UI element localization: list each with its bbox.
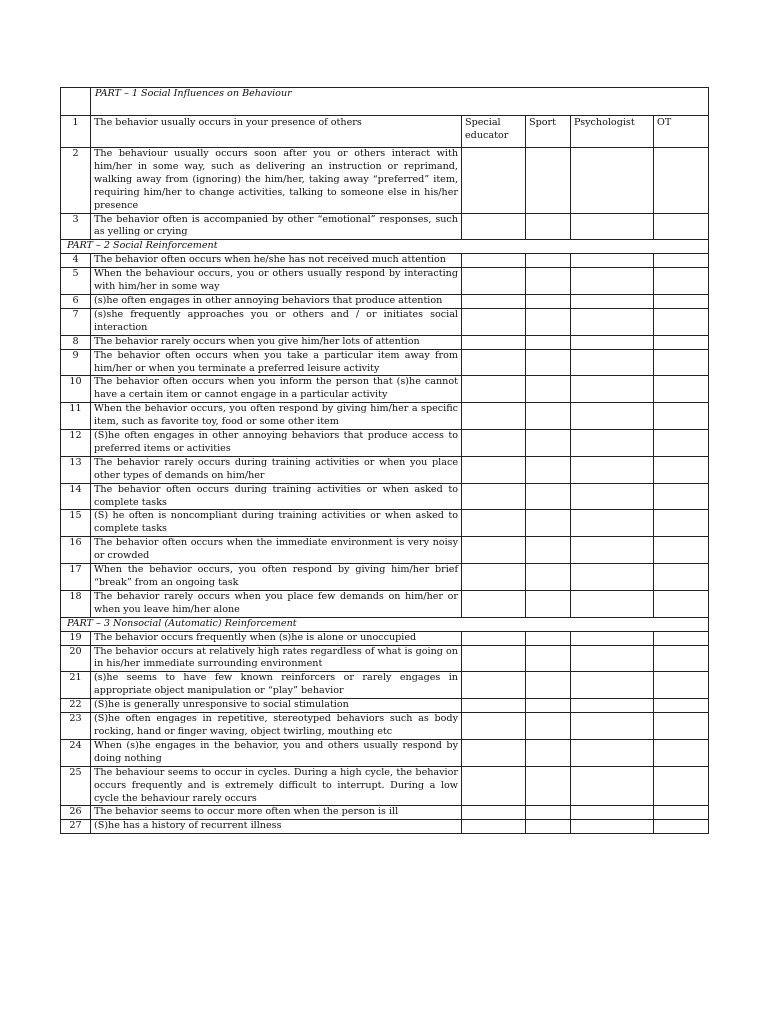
- question-text: (S)he often engages in other annoying behaviors that produce access to preferred items or activities: [91, 430, 462, 457]
- question-row: [61, 590, 709, 617]
- response-cell[interactable]: [571, 631, 654, 645]
- response-cell[interactable]: [571, 806, 654, 820]
- question-number: 9: [61, 349, 91, 376]
- response-cell[interactable]: [654, 335, 709, 349]
- question-row: [61, 148, 709, 214]
- response-cell[interactable]: [571, 403, 654, 430]
- question-number: 1: [61, 116, 91, 148]
- question-text: The behavior rarely occurs when you give him/her lots of attention: [91, 335, 462, 349]
- question-number: 13: [61, 456, 91, 483]
- response-cell[interactable]: [462, 483, 526, 510]
- response-cell[interactable]: [526, 510, 571, 537]
- question-text: When (s)he engages in the behavior, you and others usually respond by doing nothing: [91, 739, 462, 766]
- response-cell[interactable]: [571, 213, 654, 240]
- question-text: The behavior occurs at relatively high rates regardless of what is going on in his/her immediate surrounding environment: [91, 645, 462, 672]
- column-header: OT: [654, 116, 709, 148]
- question-row: [61, 349, 709, 376]
- response-cell[interactable]: [526, 537, 571, 564]
- response-cell[interactable]: [571, 430, 654, 457]
- question-number: 16: [61, 537, 91, 564]
- question-number: 26: [61, 806, 91, 820]
- response-cell[interactable]: [526, 456, 571, 483]
- response-cell[interactable]: [654, 645, 709, 672]
- response-cell[interactable]: [462, 713, 526, 740]
- question-row: [61, 254, 709, 268]
- question-number: 10: [61, 376, 91, 403]
- question-row: [61, 308, 709, 335]
- response-cell[interactable]: [654, 456, 709, 483]
- response-cell[interactable]: [654, 739, 709, 766]
- question-row: [61, 564, 709, 591]
- questionnaire-document: [60, 87, 708, 834]
- response-cell[interactable]: [654, 631, 709, 645]
- question-row: [61, 739, 709, 766]
- response-cell[interactable]: [571, 766, 654, 806]
- response-cell[interactable]: [571, 672, 654, 699]
- response-cell[interactable]: [654, 294, 709, 308]
- response-cell[interactable]: [526, 806, 571, 820]
- response-cell[interactable]: [462, 148, 526, 214]
- response-cell[interactable]: [571, 294, 654, 308]
- response-cell[interactable]: [654, 699, 709, 713]
- response-cell[interactable]: [462, 590, 526, 617]
- table-body: [61, 88, 709, 834]
- question-number: 23: [61, 713, 91, 740]
- question-row: [61, 510, 709, 537]
- response-cell[interactable]: [654, 148, 709, 214]
- question-text: The behavior usually occurs in your presence of others: [91, 116, 462, 148]
- response-cell[interactable]: [462, 820, 526, 834]
- response-cell[interactable]: [654, 713, 709, 740]
- response-cell[interactable]: [526, 335, 571, 349]
- response-cell[interactable]: [526, 376, 571, 403]
- question-number: 18: [61, 590, 91, 617]
- response-cell[interactable]: [526, 739, 571, 766]
- response-cell[interactable]: [571, 713, 654, 740]
- response-cell[interactable]: [654, 349, 709, 376]
- row-number-cell: [61, 88, 91, 116]
- response-cell[interactable]: [462, 430, 526, 457]
- response-cell[interactable]: [526, 699, 571, 713]
- response-cell[interactable]: [526, 672, 571, 699]
- part-title: PART – 1 Social Influences on Behaviour: [91, 88, 709, 116]
- response-cell[interactable]: [526, 631, 571, 645]
- response-cell[interactable]: [571, 308, 654, 335]
- question-number: 2: [61, 148, 91, 214]
- response-cell[interactable]: [526, 483, 571, 510]
- response-cell[interactable]: [571, 268, 654, 295]
- question-number: 5: [61, 268, 91, 295]
- question-number: 7: [61, 308, 91, 335]
- response-cell[interactable]: [462, 537, 526, 564]
- question-row: [61, 294, 709, 308]
- question-number: 8: [61, 335, 91, 349]
- question-text: (s)she frequently approaches you or others and / or initiates social interaction: [91, 308, 462, 335]
- response-cell[interactable]: [462, 631, 526, 645]
- question-row: [61, 806, 709, 820]
- question-row: [61, 537, 709, 564]
- question-row: [61, 645, 709, 672]
- question-text: When the behaviour occurs, you or others usually respond by interacting with him/her in some way: [91, 268, 462, 295]
- response-cell[interactable]: [462, 376, 526, 403]
- question-row: [61, 713, 709, 740]
- question-number: 15: [61, 510, 91, 537]
- response-cell[interactable]: [654, 268, 709, 295]
- response-cell[interactable]: [462, 213, 526, 240]
- part-title-row: [61, 617, 709, 631]
- response-cell[interactable]: [526, 645, 571, 672]
- question-text: (s)he often engages in other annoying behaviors that produce attention: [91, 294, 462, 308]
- question-text: The behavior rarely occurs during training activities or when you place other types of demands on him/her: [91, 456, 462, 483]
- question-text: (S) he often is noncompliant during training activities or when asked to complete tasks: [91, 510, 462, 537]
- question-number: 27: [61, 820, 91, 834]
- response-cell[interactable]: [571, 148, 654, 214]
- question-text: (S)he is generally unresponsive to social stimulation: [91, 699, 462, 713]
- response-cell[interactable]: [654, 403, 709, 430]
- response-cell[interactable]: [462, 739, 526, 766]
- response-cell[interactable]: [526, 403, 571, 430]
- question-row: [61, 699, 709, 713]
- response-cell[interactable]: [654, 806, 709, 820]
- response-cell[interactable]: [571, 349, 654, 376]
- response-cell[interactable]: [462, 308, 526, 335]
- response-cell[interactable]: [571, 456, 654, 483]
- question-number: 12: [61, 430, 91, 457]
- response-cell[interactable]: [526, 430, 571, 457]
- question-row: [61, 631, 709, 645]
- part-title-row: [61, 88, 709, 116]
- response-cell[interactable]: [654, 376, 709, 403]
- response-cell[interactable]: [526, 308, 571, 335]
- response-cell[interactable]: [462, 766, 526, 806]
- response-cell[interactable]: [654, 766, 709, 806]
- column-header: Special educator: [462, 116, 526, 148]
- response-cell[interactable]: [526, 268, 571, 295]
- question-text: The behavior rarely occurs when you place few demands on him/her or when you leave him/her alone: [91, 590, 462, 617]
- response-cell[interactable]: [571, 537, 654, 564]
- question-row: [61, 483, 709, 510]
- response-cell[interactable]: [462, 335, 526, 349]
- response-cell[interactable]: [571, 739, 654, 766]
- question-text: The behavior seems to occur more often when the person is ill: [91, 806, 462, 820]
- response-cell[interactable]: [526, 294, 571, 308]
- question-row: [61, 456, 709, 483]
- question-text: (s)he seems to have few known reinforcers or rarely engages in appropriate object manipulation or “play” behavior: [91, 672, 462, 699]
- question-text: The behavior often occurs during training activities or when asked to complete tasks: [91, 483, 462, 510]
- response-cell[interactable]: [654, 820, 709, 834]
- question-text: The behavior often occurs when you take a particular item away from him/her or when you terminate a preferred leisure activity: [91, 349, 462, 376]
- question-number: 17: [61, 564, 91, 591]
- question-text: The behaviour usually occurs soon after you or others interact with him/her in some way, such as delivering an instruction or reprimand, walking away from (ignoring) the him/her, taking away “preferred” item, requiring him/her to change activities, talking to someone else in his/her presence: [91, 148, 462, 214]
- response-cell[interactable]: [526, 254, 571, 268]
- question-row: [61, 335, 709, 349]
- question-number: 20: [61, 645, 91, 672]
- question-number: 24: [61, 739, 91, 766]
- response-cell[interactable]: [462, 294, 526, 308]
- response-cell[interactable]: [526, 213, 571, 240]
- response-cell[interactable]: [571, 590, 654, 617]
- response-cell[interactable]: [654, 308, 709, 335]
- question-text: When the behavior occurs, you often respond by giving him/her a specific item, such as favorite toy, food or some other item: [91, 403, 462, 430]
- response-cell[interactable]: [526, 590, 571, 617]
- question-row: [61, 820, 709, 834]
- response-cell[interactable]: [526, 820, 571, 834]
- response-cell[interactable]: [571, 254, 654, 268]
- question-text: When the behavior occurs, you often respond by giving him/her brief “break” from an ongoing task: [91, 564, 462, 591]
- part-title: PART – 2 Social Reinforcement: [61, 240, 709, 254]
- question-row: [61, 213, 709, 240]
- response-cell[interactable]: [571, 820, 654, 834]
- question-row: [61, 672, 709, 699]
- response-cell[interactable]: [654, 254, 709, 268]
- question-row: [61, 766, 709, 806]
- question-text: The behavior often occurs when you inform the person that (s)he cannot have a certain item or cannot engage in a particular activity: [91, 376, 462, 403]
- response-cell[interactable]: [654, 537, 709, 564]
- question-text: The behavior often occurs when the immediate environment is very noisy or crowded: [91, 537, 462, 564]
- response-cell[interactable]: [462, 254, 526, 268]
- question-row: [61, 403, 709, 430]
- part-title: PART – 3 Nonsocial (Automatic) Reinforcement: [61, 617, 709, 631]
- question-number: 19: [61, 631, 91, 645]
- response-cell[interactable]: [571, 510, 654, 537]
- question-text: The behaviour seems to occur in cycles. During a high cycle, the behavior occurs frequently and is extremely difficult to interrupt. During a low cycle the behaviour rarely occurs: [91, 766, 462, 806]
- part-title-row: [61, 240, 709, 254]
- response-cell[interactable]: [654, 564, 709, 591]
- question-number: 3: [61, 213, 91, 240]
- response-cell[interactable]: [571, 564, 654, 591]
- question-row: [61, 430, 709, 457]
- question-number: 4: [61, 254, 91, 268]
- behavior-questionnaire-table: [60, 87, 709, 834]
- response-cell[interactable]: [571, 699, 654, 713]
- response-cell[interactable]: [571, 376, 654, 403]
- response-cell[interactable]: [462, 349, 526, 376]
- question-text: The behavior often is accompanied by other “emotional” responses, such as yelling or crying: [91, 213, 462, 240]
- question-text: (S)he often engages in repetitive, stereotyped behaviors such as body rocking, hand or finger waving, object twirling, mouthing etc: [91, 713, 462, 740]
- question-row: [61, 116, 709, 148]
- response-cell[interactable]: [654, 590, 709, 617]
- response-cell[interactable]: [462, 456, 526, 483]
- response-cell[interactable]: [526, 713, 571, 740]
- response-cell[interactable]: [462, 403, 526, 430]
- response-cell[interactable]: [526, 766, 571, 806]
- response-cell[interactable]: [462, 806, 526, 820]
- response-cell[interactable]: [526, 349, 571, 376]
- question-text: The behavior occurs frequently when (s)he is alone or unoccupied: [91, 631, 462, 645]
- question-number: 14: [61, 483, 91, 510]
- response-cell[interactable]: [462, 645, 526, 672]
- response-cell[interactable]: [462, 268, 526, 295]
- response-cell[interactable]: [654, 483, 709, 510]
- response-cell[interactable]: [462, 510, 526, 537]
- question-number: 6: [61, 294, 91, 308]
- question-row: [61, 268, 709, 295]
- question-number: 22: [61, 699, 91, 713]
- question-row: [61, 376, 709, 403]
- response-cell[interactable]: [654, 510, 709, 537]
- question-text: The behavior often occurs when he/she has not received much attention: [91, 254, 462, 268]
- question-text: (S)he has a history of recurrent illness: [91, 820, 462, 834]
- response-cell[interactable]: [571, 645, 654, 672]
- question-number: 25: [61, 766, 91, 806]
- response-cell[interactable]: [654, 672, 709, 699]
- response-cell[interactable]: [654, 430, 709, 457]
- question-number: 21: [61, 672, 91, 699]
- response-cell[interactable]: [571, 335, 654, 349]
- response-cell[interactable]: [654, 213, 709, 240]
- response-cell[interactable]: [571, 483, 654, 510]
- response-cell[interactable]: [526, 564, 571, 591]
- response-cell[interactable]: [526, 148, 571, 214]
- column-header: Psychologist: [571, 116, 654, 148]
- response-cell[interactable]: [462, 672, 526, 699]
- question-number: 11: [61, 403, 91, 430]
- response-cell[interactable]: [462, 699, 526, 713]
- column-header: Sport: [526, 116, 571, 148]
- response-cell[interactable]: [462, 564, 526, 591]
